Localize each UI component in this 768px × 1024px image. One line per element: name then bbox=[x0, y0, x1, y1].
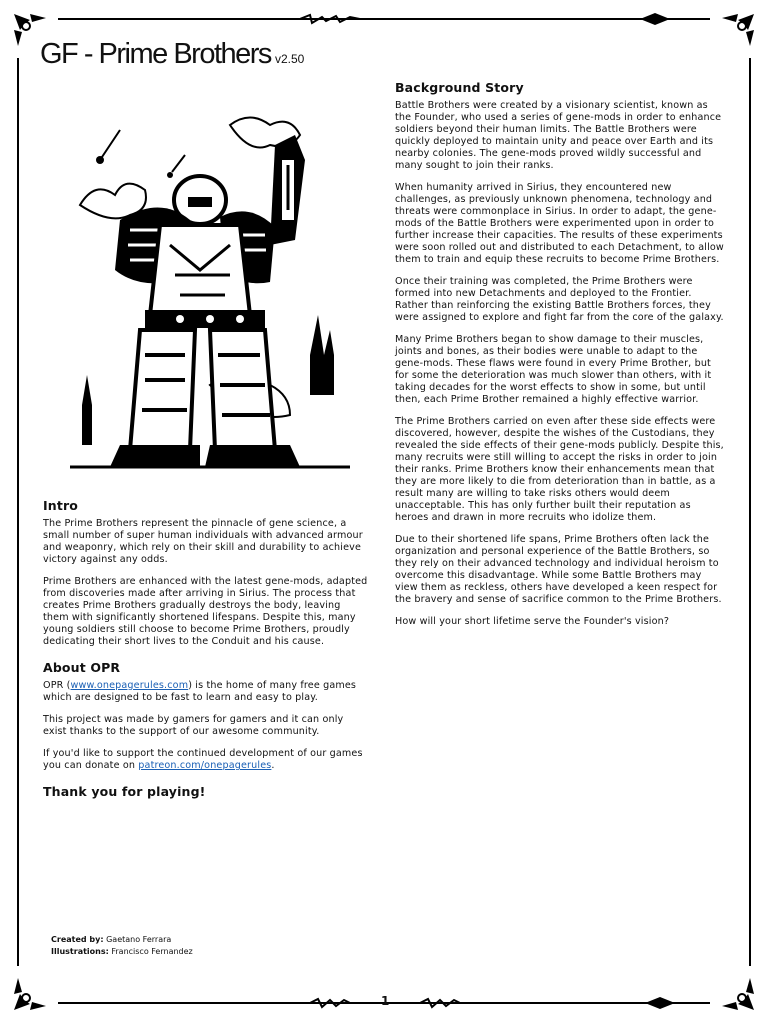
right-column bbox=[395, 82, 725, 638]
credit-name: Francisco Fernandez bbox=[111, 947, 193, 956]
about-text: If you'd like to support the continued development of our games you can donate on bbox=[43, 748, 363, 771]
about-text: ) is the home of many free games which are designed to be fast to learn and easy to play. bbox=[43, 680, 357, 703]
version-label: v2.50 bbox=[274, 52, 305, 66]
intro-paragraph: Prime Brothers are enhanced with the latest gene-mods, adapted from discoveries made after arriving in Sirius. The process that creates Prime Brothers gradually destroys the body, leaving them with significantly shortened lifespans. Despite this, many young soldiers still choose to become Prime Brothers, proudly dedicating their short lives to the Conduit and his cause. bbox=[43, 576, 368, 647]
about-paragraph bbox=[43, 680, 368, 704]
background-paragraph: The Prime Brothers carried on even after these side effects were discovered, however, despite the wishes of the Custodians, they revealed the side effects of their gene-mods publicly. Despite this, many recruits were still willing to accept the risks in order to join their ranks. Prime Brothers know their enhancements mean that they are more likely to die from deterioration than in battle, as a result many are willing to take risks others would deem unacceptable. This has only further built their reputation as heroes and drawn in more recruits who idolize them. bbox=[395, 416, 724, 523]
background-paragraph: Due to their shortened life spans, Prime Brothers often lack the organization and personal experience of the Battle Brothers, so they rely on their advanced technology and individual heroism to overcome this disadvantage. While some Battle Brothers may view them as reckless, others have developed a keen respect for the bravery and sense of sacrifice common to the Prime Brothers. bbox=[395, 534, 722, 605]
credit-line bbox=[51, 934, 193, 946]
patreon-link[interactable]: patreon.com/onepagerules bbox=[138, 760, 272, 771]
corner-ornament-icon bbox=[718, 974, 758, 1014]
border-flourish-icon bbox=[645, 996, 675, 1010]
border-flourish-icon bbox=[310, 996, 350, 1010]
credit-name: Gaetano Ferrara bbox=[106, 935, 172, 944]
border-flourish-icon bbox=[640, 12, 670, 26]
corner-ornament-icon bbox=[718, 10, 758, 50]
background-paragraph: How will your short lifetime serve the Founder's vision? bbox=[395, 616, 670, 627]
title-text: GF - Prime Brothers bbox=[40, 38, 271, 70]
border-top bbox=[58, 18, 710, 20]
border-flourish-icon bbox=[420, 996, 460, 1010]
intro-heading: Intro bbox=[43, 498, 79, 513]
thank-you-heading: Thank you for playing! bbox=[43, 784, 206, 799]
credit-line bbox=[51, 946, 193, 958]
onepagerules-link[interactable]: www.onepagerules.com bbox=[70, 680, 189, 691]
background-paragraph: Once their training was completed, the Prime Brothers were formed into new Detachments and deployed to the Frontier. Rather than reinforcing the existing Battle Brothers forces, they were assigned to explore and fight far from the core of the galaxy. bbox=[395, 276, 724, 323]
about-heading: About OPR bbox=[43, 660, 121, 675]
about-text: . bbox=[271, 760, 275, 771]
credits bbox=[51, 934, 193, 958]
border-right bbox=[749, 58, 751, 966]
background-paragraph: Battle Brothers were created by a visionary scientist, known as the Founder, who used a series of gene-mods in order to enhance soldiers beyond their human limits. The Battle Brothers were quickly deployed to maintain unity and peace over Earth and its nearby colonies. The gene-mods proved wildly successful and many sought to join their ranks. bbox=[395, 100, 722, 171]
background-paragraph: Many Prime Brothers began to show damage to their muscles, joints and bones, as their bodies were unable to adapt to the gene-mods. These flaws were found in every Prime Brother, but for some the deterioration was much slower than others, with it taking decades for the worst effects to show in some, but until then, each Prime Brother remained a highly effective warrior. bbox=[395, 334, 712, 405]
armored-soldier-illustration bbox=[60, 105, 360, 475]
intro-paragraph: The Prime Brothers represent the pinnacle of gene science, a small number of super human individuals with advanced armour and weaponry, which rely on their skill and durability to achieve victory against any odds. bbox=[43, 518, 363, 565]
left-column bbox=[43, 500, 368, 798]
credit-label: Illustrations: bbox=[51, 947, 109, 956]
border-left bbox=[17, 58, 19, 966]
about-text: OPR ( bbox=[43, 680, 71, 691]
page-number: 1 bbox=[381, 994, 390, 1008]
border-flourish-icon bbox=[300, 12, 360, 26]
credit-label: Created by: bbox=[51, 935, 104, 944]
background-paragraph: When humanity arrived in Sirius, they encountered new challenges, as previously unknown phenomena, technology and threats were commonplace in Sirius. In order to adapt, the gene-mods of the Battle Brothers were experimented upon in order to further increase their capacities. The results of these experiments were soon rolled out and distributed to each Detachment, to allow them to train and equip these recruits to become Prime Brothers. bbox=[395, 182, 724, 265]
corner-ornament-icon bbox=[10, 974, 50, 1014]
about-paragraph: This project was made by gamers for gamers and it can only exist thanks to the support of our awesome community. bbox=[43, 714, 344, 737]
page-title bbox=[40, 38, 304, 71]
background-heading: Background Story bbox=[395, 80, 524, 95]
about-paragraph bbox=[43, 748, 368, 772]
